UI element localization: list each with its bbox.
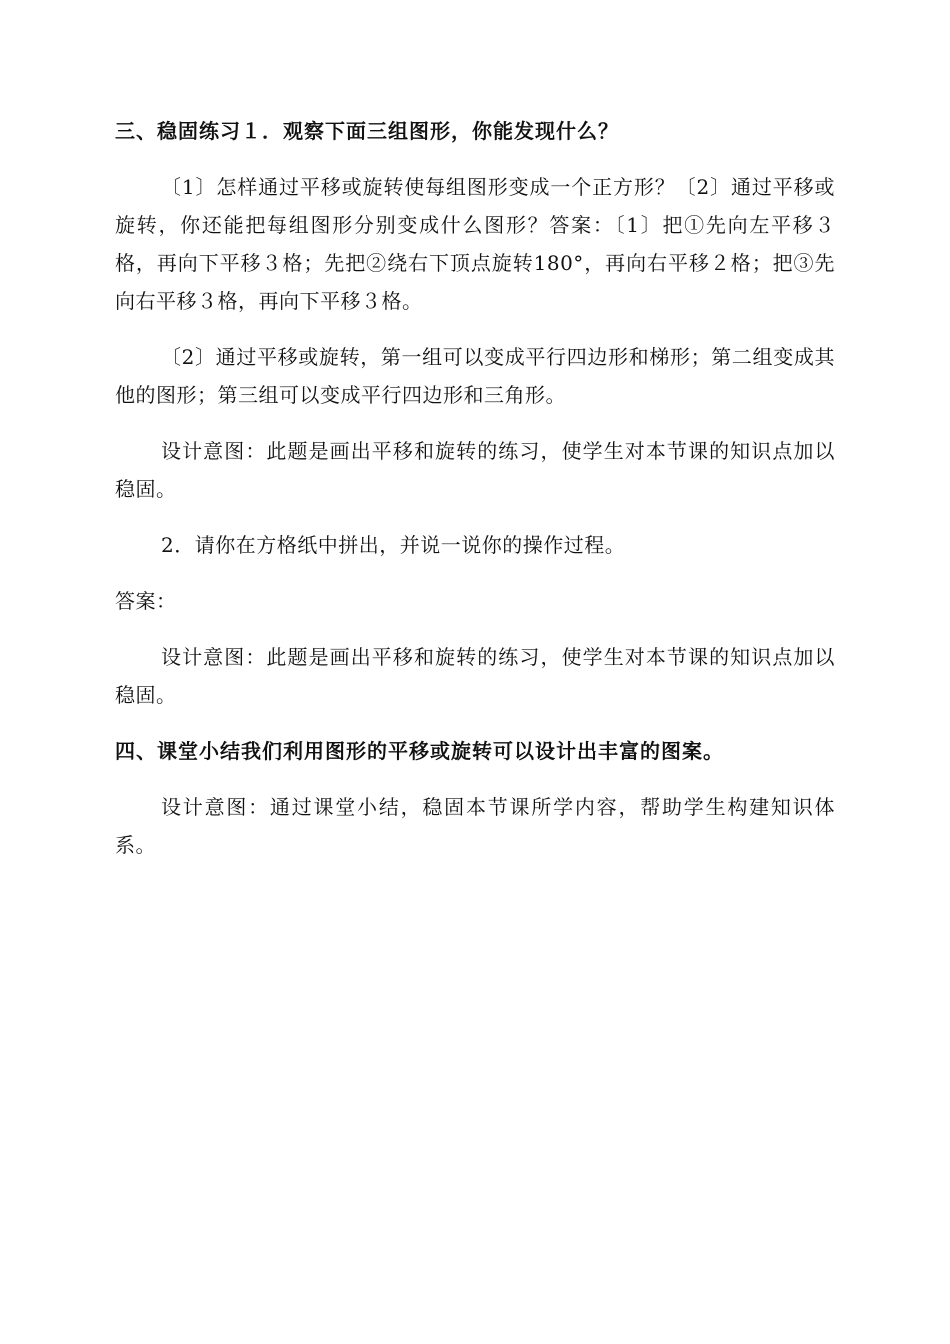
paragraph-questions-answers: 〔1〕怎样通过平移或旋转使每组图形变成一个正方形？〔2〕通过平移或旋转，你还能把每组图形分别变成什么图形？答案：〔1〕把①先向左平移３格，再向下平移３格；先把②绕右下顶点旋转180°，再向右平移２格；把③先向右平移３格，再向下平移３格。 <box>115 175 835 313</box>
paragraph-exercise-2: 2．请你在方格纸中拼出，并说一说你的操作过程。 <box>161 533 626 557</box>
paragraph-answer-2: 〔2〕通过平移或旋转，第一组可以变成平行四边形和梯形；第二组变成其他的图形；第三组可以变成平行四边形和三角形。 <box>115 345 835 407</box>
section-4-heading: 四、课堂小结我们利用图形的平移或旋转可以设计出丰富的图案。 <box>115 739 724 763</box>
document-page <box>115 112 835 882</box>
section-3-heading: 三、稳固练习１．观察下面三组图形，你能发现什么？ <box>115 119 619 143</box>
paragraph-design-intent-1: 设计意图：此题是画出平移和旋转的练习，使学生对本节课的知识点加以稳固。 <box>115 439 835 501</box>
paragraph-answer-label: 答案： <box>115 589 177 613</box>
paragraph-design-intent-3: 设计意图：通过课堂小结，稳固本节课所学内容，帮助学生构建知识体系。 <box>115 795 835 857</box>
paragraph-design-intent-2: 设计意图：此题是画出平移和旋转的练习，使学生对本节课的知识点加以稳固。 <box>115 645 835 707</box>
